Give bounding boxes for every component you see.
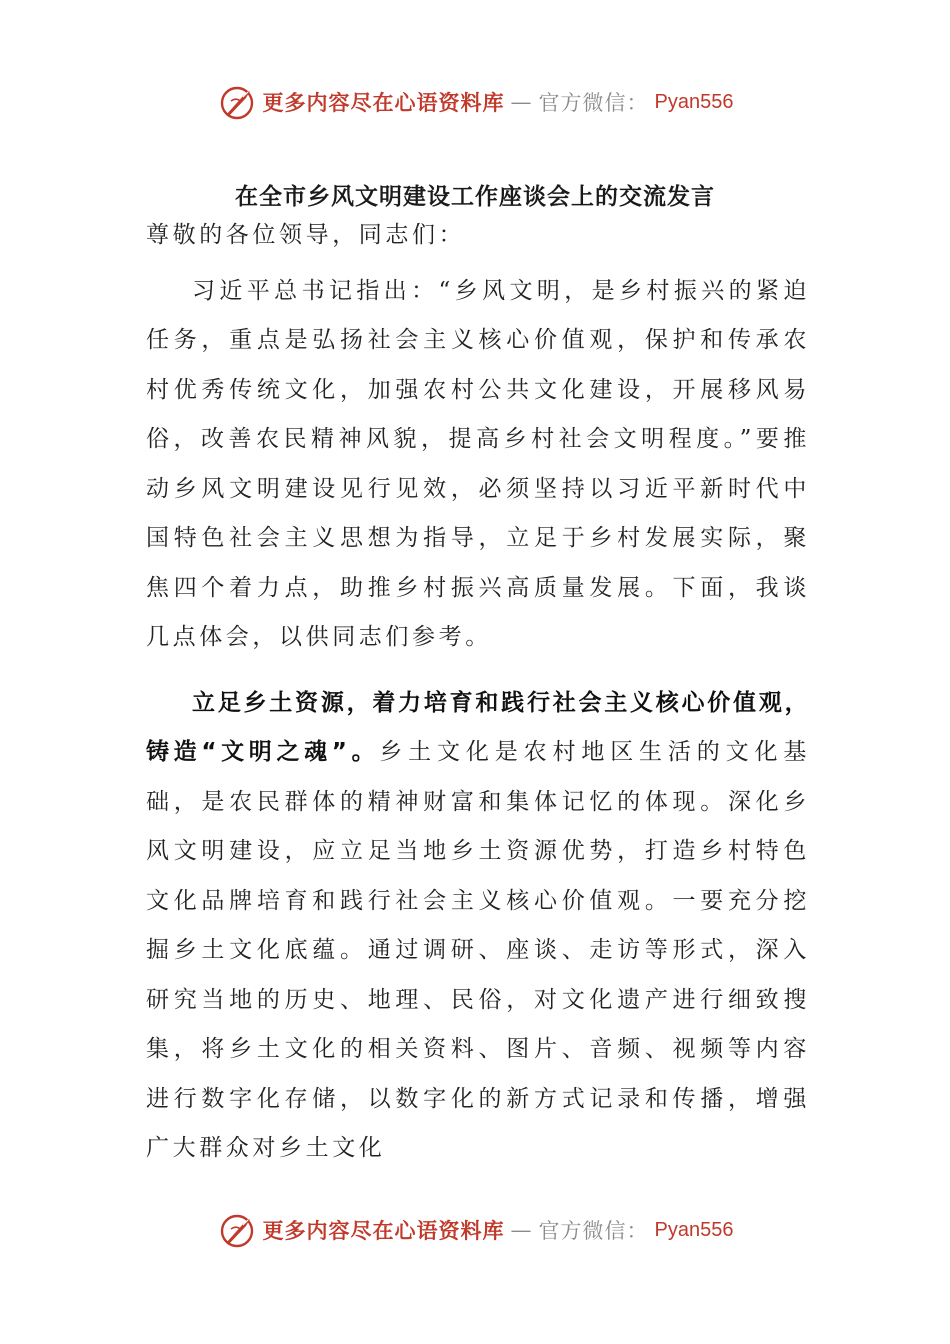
intro-paragraph: 习近平总书记指出：“乡风文明，是乡村振兴的紧迫任务，重点是弘扬社会主义核心价值观，保护和传承农村优秀传统文化，加强农村公共文化建设，开展移风易俗，改善农民精神风貌，提高乡村社会文明程度。”要推动乡风文明建设见行见效，必须坚持以习近平新时代中国特色社会主义思想为指导，立足于乡村发展实际，聚焦四个着力点，助推乡村振兴高质量发展。下面，我谈几点体会，以供同志们参考。 — [146, 277, 810, 650]
watermark-brand-text: 更多内容尽在心语资料库 — [262, 1218, 505, 1243]
watermark-wechat-label: 官方微信： — [538, 91, 649, 115]
watermark-dash: — — [510, 1218, 533, 1242]
watermark-wechat-id: Pyan556 — [654, 90, 734, 113]
salutation: 尊敬的各位领导，同志们： — [146, 222, 466, 248]
watermark-wechat-id: Pyan556 — [654, 1218, 734, 1241]
watermark-banner-bottom — [0, 1206, 950, 1254]
section1-paragraph — [146, 679, 810, 1174]
watermark-wechat-label: 官方微信： — [538, 1219, 649, 1243]
document-body — [146, 211, 810, 1174]
watermark-banner-top — [0, 78, 950, 126]
watermark-dash: — — [510, 90, 533, 114]
quill-pen-icon — [217, 1210, 257, 1250]
watermark-brand-text: 更多内容尽在心语资料库 — [262, 90, 505, 115]
section1-body: 乡土文化是农村地区生活的文化基础，是农民群体的精神财富和集体记忆的体现。深化乡风文明建设，应立足当地乡土资源优势，打造乡村特色文化品牌培育和践行社会主义核心价值观。一要充分挖掘乡土文化底蕴。通过调研、座谈、走访等形式，深入研究当地的历史、地理、民俗，对文化遗产进行细致搜集，将乡土文化的相关资料、图片、音频、视频等内容进行数字化存储，以数字化的新方式记录和传播，增强广大群众对乡土文化 — [146, 739, 810, 1161]
quill-pen-icon — [217, 82, 257, 122]
section1-heading: 立足乡土资源，着力培育和践行社会主义核心价值观，铸造“文明之魂”。 — [146, 689, 810, 765]
document-title: 在全市乡风文明建设工作座谈会上的交流发言 — [235, 184, 715, 210]
